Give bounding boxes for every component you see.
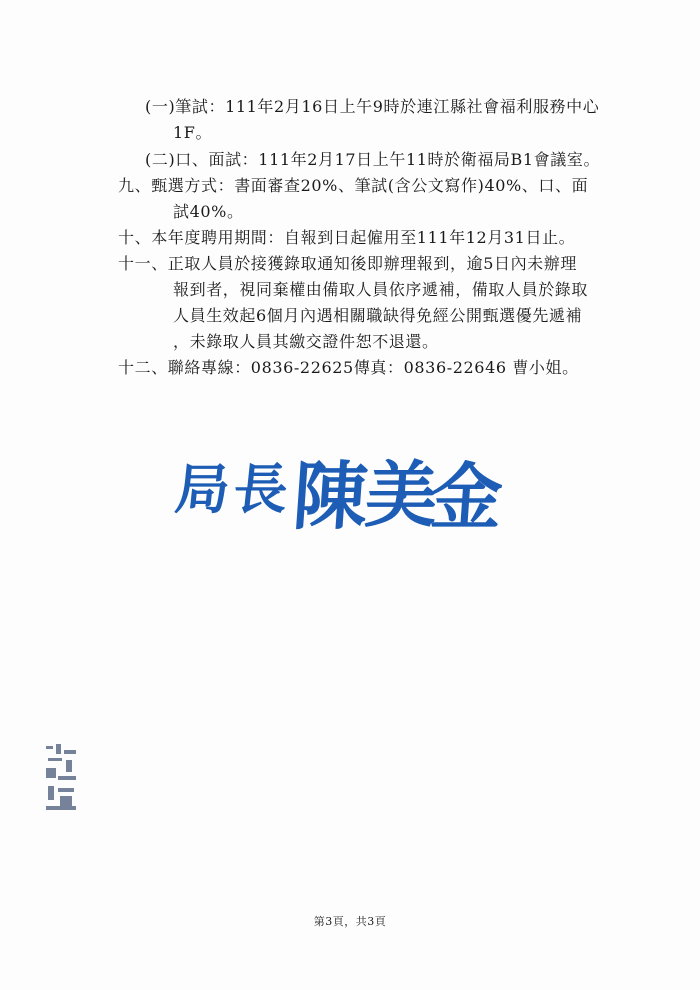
employment-period-line: 十、本年度聘用期間：自報到日起僱用至111年12月31日止。 [118,228,576,247]
svg-text:金: 金 [427,454,506,539]
svg-text:局: 局 [172,457,234,521]
oral-exam-line: (二)口、面試：111年2月17日上午11時於衛福局B1會議室。 [145,150,601,169]
contact-line: 十二、聯絡專線：0836-22625傳真：0836-22646 曹小姐。 [118,358,579,377]
registration-rule-line-2: 報到者，視同棄權由備取人員依序遞補，備取人員於錄取 [173,280,589,299]
svg-text:美: 美 [362,452,441,537]
svg-text:陳: 陳 [290,453,371,540]
selection-method-line: 九、甄選方式：書面審查20%、筆試(含公文寫作)40%、口、面 [118,176,589,195]
selection-method-line-cont: 試40%。 [173,202,244,221]
svg-text:長: 長 [230,457,292,521]
registration-rule-line-3: 人員生效起6個月內遇相關職缺得免經公開甄選優先遞補 [173,306,583,325]
side-seal-icon [40,740,84,818]
written-exam-line: (一)筆試：111年2月16日上午9時於連江縣社會福利服務中心 [145,97,600,116]
registration-rule-line: 十一、正取人員於接獲錄取通知後即辦理報到，逾5日內未辦理 [118,254,577,273]
director-signature-stamp [172,430,506,540]
page-number-footer: 第3頁，共3頁 [313,915,387,928]
registration-rule-line-4: ，未錄取人員其繳交證件恕不退還。 [173,332,439,351]
written-exam-line-cont: 1F。 [173,123,213,142]
